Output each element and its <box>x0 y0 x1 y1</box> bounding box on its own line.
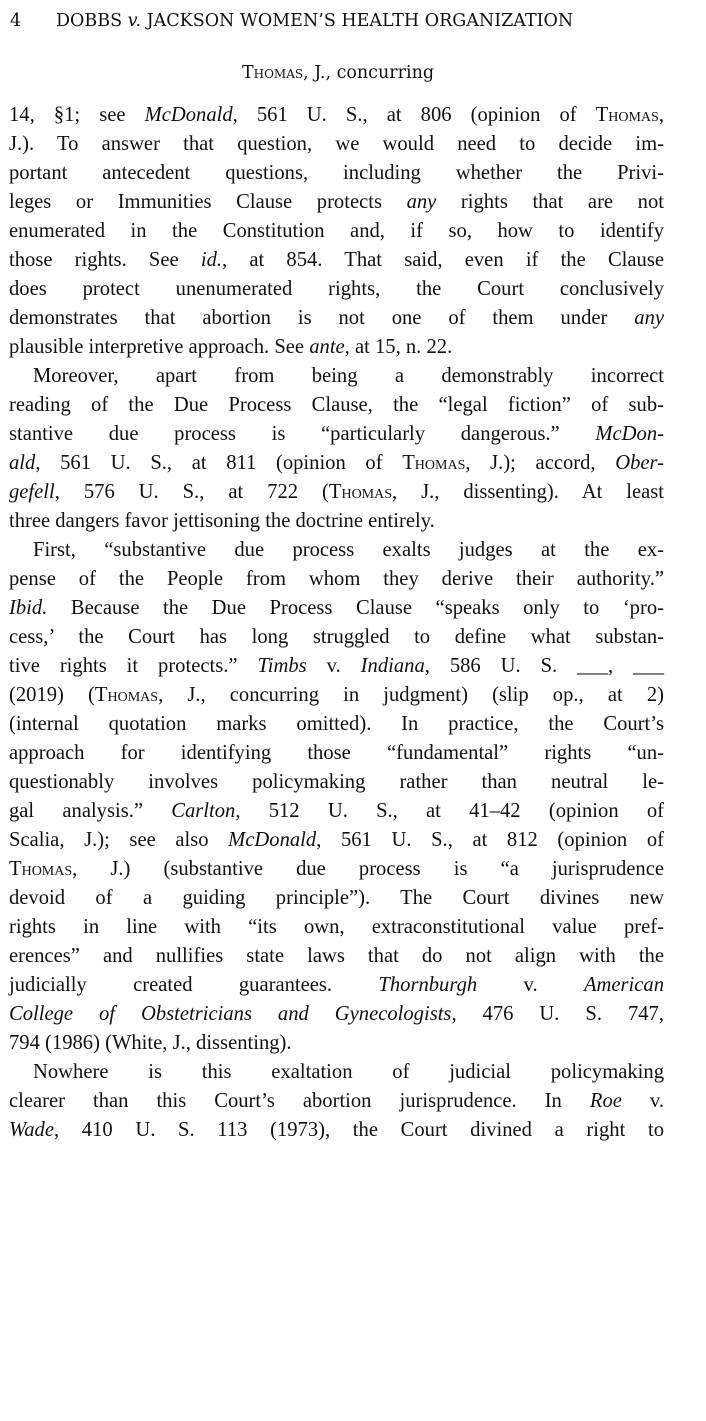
text-line: those rights. See id., at 854. That said, even if the Clause <box>9 249 664 271</box>
text-line: questionably involves policymaking rather than neutral le- <box>9 771 664 793</box>
text-line: J.). To answer that question, we would need to decide im- <box>9 133 664 155</box>
text-line: cess,’ the Court has long struggled to define what substan- <box>9 626 664 648</box>
text-line: Ibid. Because the Due Process Clause “speaks only to ‘pro- <box>9 597 664 619</box>
text-line: (internal quotation marks omitted). In practice, the Court’s <box>9 713 664 735</box>
text-line: First, “substantive due process exalts judges at the ex- <box>33 539 664 561</box>
text-line: (2019) (Thomas, J., concurring in judgment) (slip op., at 2) <box>9 684 664 706</box>
text-line: demonstrates that abortion is not one of them under any <box>9 307 664 329</box>
text-line: portant antecedent questions, including whether the Privi- <box>9 162 664 184</box>
text-line: leges or Immunities Clause protects any rights that are not <box>9 191 664 213</box>
text-line: Scalia, J.); see also McDonald, 561 U. S., at 812 (opinion of <box>9 829 664 851</box>
text-line: gefell, 576 U. S., at 722 (Thomas, J., dissenting). At least <box>9 481 665 503</box>
text-line: pense of the People from whom they derive their authority.” <box>9 568 664 590</box>
text-line: Moreover, apart from being a demonstrably incorrect <box>33 365 664 387</box>
paragraph <box>9 362 664 536</box>
running-head <box>10 10 650 32</box>
text-line: tive rights it protects.” Timbs v. Indiana, 586 U. S. ___, ___ <box>9 655 665 677</box>
text-line: stantive due process is “particularly dangerous.” McDon- <box>9 423 664 445</box>
text-line: Wade, 410 U. S. 113 (1973), the Court divined a right to <box>9 1119 664 1141</box>
text-line: Nowhere is this exaltation of judicial policymaking <box>33 1061 664 1083</box>
text-line: College of Obstetricians and Gynecologists, 476 U. S. 747, <box>9 1003 664 1025</box>
text-line: 14, §1; see McDonald, 561 U. S., at 806 (opinion of Thomas, <box>9 104 664 126</box>
opinion-label: Thomas, J., concurring <box>241 63 435 83</box>
text-line: enumerated in the Constitution and, if so, how to identify <box>9 220 664 242</box>
paragraph <box>9 536 664 1058</box>
text-line: reading of the Due Process Clause, the “legal fiction” of sub- <box>9 394 664 416</box>
text-line: does protect unenumerated rights, the Court conclusively <box>9 278 664 300</box>
text-line: three dangers favor jettisoning the doctrine entirely. <box>9 510 435 532</box>
text-line: judicially created guarantees. Thornburgh v. American <box>9 974 665 996</box>
text-line: rights in line with “its own, extraconstitutional value pref- <box>9 916 664 938</box>
text-line: approach for identifying those “fundamental” rights “un- <box>9 742 664 764</box>
text-line: clearer than this Court’s abortion jurisprudence. In Roe v. <box>9 1090 664 1112</box>
page-number: 4 <box>10 11 22 31</box>
text-line: Thomas, J.) (substantive due process is “a jurisprudence <box>9 858 664 880</box>
text-line: 794 (1986) (White, J., dissenting). <box>9 1032 292 1054</box>
paragraph <box>9 1058 664 1145</box>
text-line: erences” and nullifies state laws that do not align with the <box>9 945 664 967</box>
text-line: devoid of a guiding principle”). The Court divines new <box>9 887 664 909</box>
opinion-body <box>9 101 664 1145</box>
text-line: ald, 561 U. S., at 811 (opinion of Thomas, J.); accord, Ober- <box>9 452 664 474</box>
text-line: gal analysis.” Carlton, 512 U. S., at 41–42 (opinion of <box>9 800 664 822</box>
case-title: DOBBS v. JACKSON WOMEN’S HEALTH ORGANIZATION <box>56 11 574 31</box>
paragraph <box>9 101 664 362</box>
text-line: plausible interpretive approach. See ante, at 15, n. 22. <box>9 336 453 358</box>
